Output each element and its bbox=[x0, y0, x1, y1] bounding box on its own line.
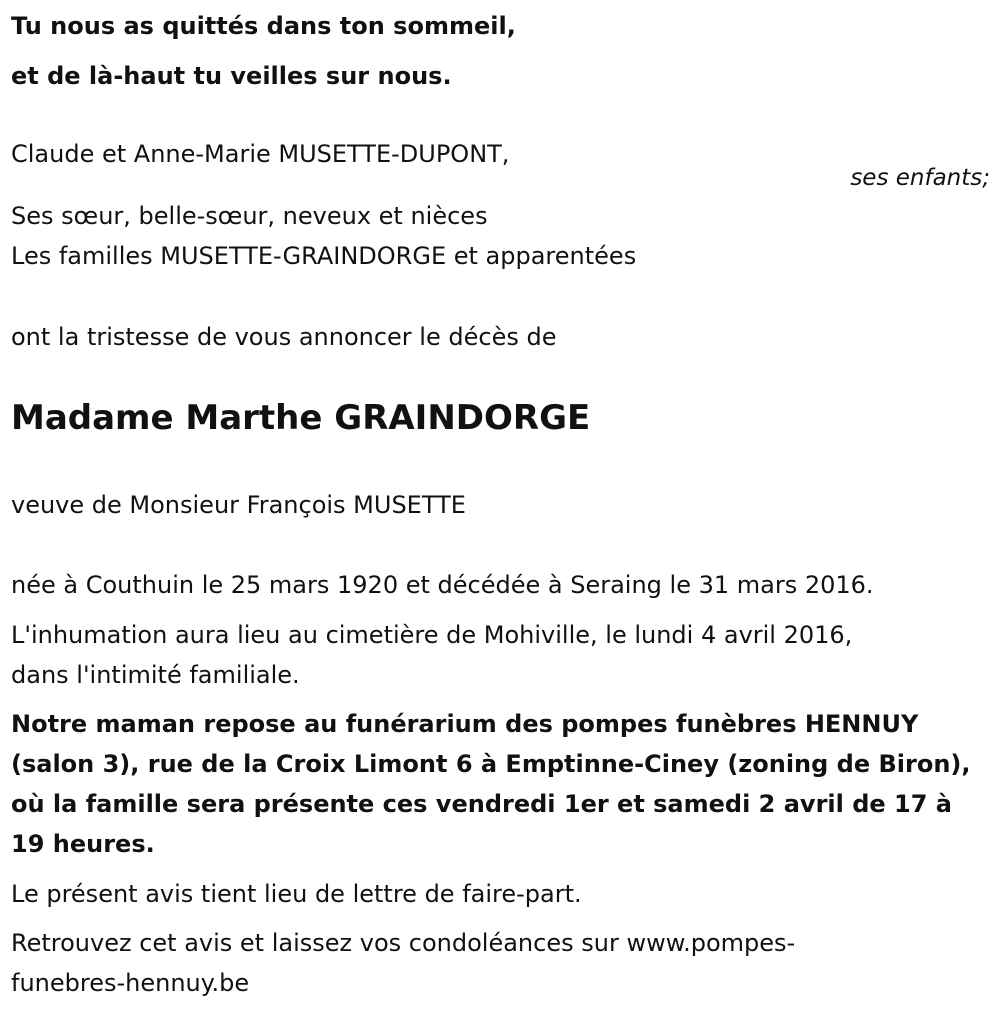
children-role: ses enfants; bbox=[850, 165, 990, 191]
verse-line-2: et de là-haut tu veilles sur nous. bbox=[11, 62, 452, 90]
widow-of-line: veuve de Monsieur François MUSETTE bbox=[11, 491, 466, 519]
families-line: Les familles MUSETTE-GRAINDORGE et apparentées bbox=[11, 242, 637, 270]
funerarium-line-2: (salon 3), rue de la Croix Limont 6 à Emptinne-Ciney (zoning de Biron), bbox=[11, 750, 971, 778]
condolences-line-2: funebres-hennuy.be bbox=[11, 969, 250, 997]
funerarium-line-1: Notre maman repose au funérarium des pompes funèbres HENNUY bbox=[11, 710, 919, 738]
funerarium-line-4: 19 heures. bbox=[11, 830, 155, 858]
birth-death-line: née à Couthuin le 25 mars 1920 et décédée à Seraing le 31 mars 2016. bbox=[11, 571, 874, 599]
children-names: Claude et Anne-Marie MUSETTE-DUPONT, bbox=[11, 140, 510, 168]
burial-line-2: dans l'intimité familiale. bbox=[11, 661, 300, 689]
burial-line-1: L'inhumation aura lieu au cimetière de Mohiville, le lundi 4 avril 2016, bbox=[11, 621, 853, 649]
notice-line: Le présent avis tient lieu de lettre de faire-part. bbox=[11, 880, 582, 908]
siblings-line: Ses sœur, belle-sœur, neveux et nièces bbox=[11, 202, 488, 230]
verse-line-1: Tu nous as quittés dans ton sommeil, bbox=[11, 12, 516, 40]
announcement-line: ont la tristesse de vous annoncer le décès de bbox=[11, 323, 557, 351]
funerarium-line-3: où la famille sera présente ces vendredi 1er et samedi 2 avril de 17 à bbox=[11, 790, 952, 818]
condolences-line-1: Retrouvez cet avis et laissez vos condoléances sur www.pompes- bbox=[11, 929, 796, 957]
deceased-name: Madame Marthe GRAINDORGE bbox=[11, 398, 591, 438]
